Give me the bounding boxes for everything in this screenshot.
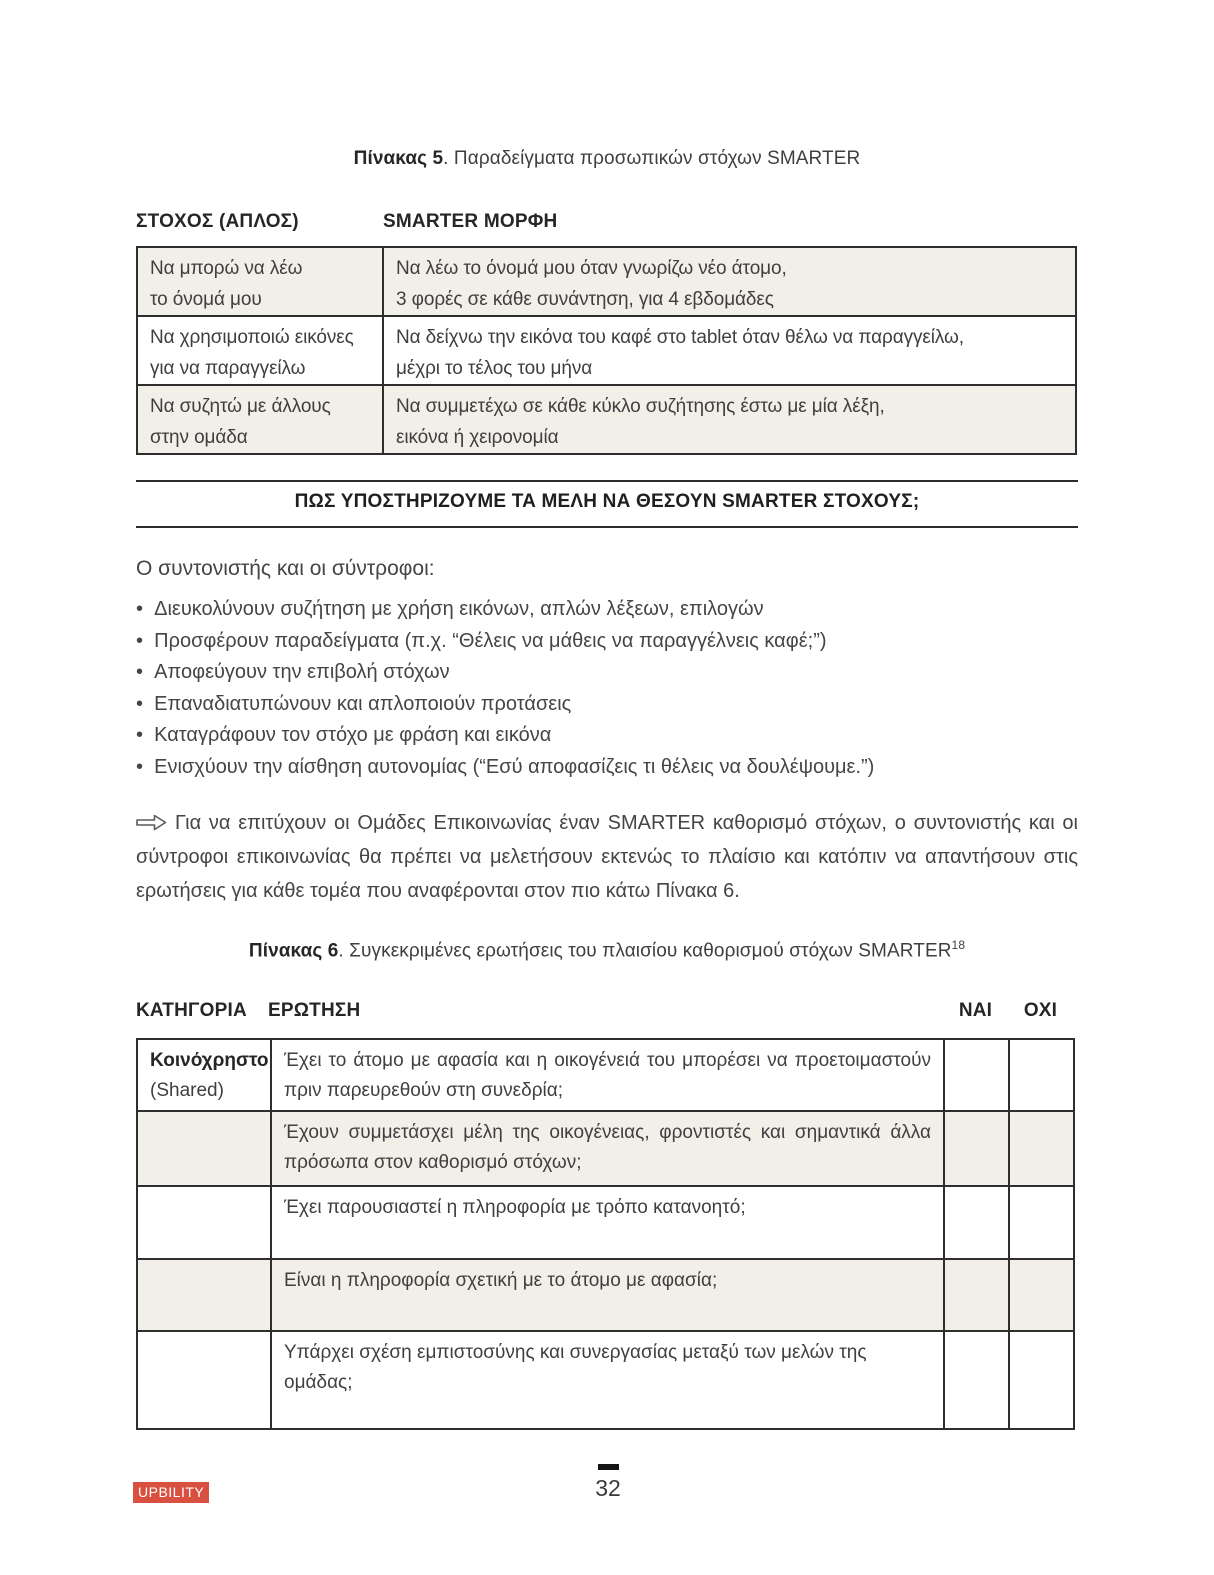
goal-column-header: ΣΤΟΧΟΣ (ΑΠΛΟΣ) — [136, 211, 299, 232]
question-cell: Έχουν συμμετάσχει μέλη της οικογένειας, φροντιστές και σημαντικά άλλα πρόσωπα στον καθορισμό στόχων; — [271, 1111, 944, 1186]
table5-caption — [0, 148, 1214, 170]
right-arrow-icon — [136, 814, 167, 831]
table-row — [137, 1111, 1074, 1186]
question-cell: Υπάρχει σχέση εμπιστοσύνης και συνεργασίας μεταξύ των μελών της ομάδας; — [271, 1331, 944, 1429]
smarter-cell — [383, 316, 1076, 385]
yes-cell — [944, 1111, 1009, 1186]
no-cell — [1009, 1039, 1074, 1111]
question-cell: Έχει το άτομο με αφασία και η οικογένειά του μπορέσει να προετοιμαστούν πριν παρευρεθούν στη συνεδρία; — [271, 1039, 944, 1111]
category-cell — [137, 1039, 271, 1111]
question-cell: Είναι η πληροφορία σχετική με το άτομο με αφασία; — [271, 1259, 944, 1331]
no-cell — [1009, 1111, 1074, 1186]
table-row — [137, 316, 1076, 385]
footnote-ref: 18 — [951, 938, 966, 952]
smarter-column-header: SMARTER ΜΟΡΦΗ — [383, 211, 558, 232]
question-cell: Έχει παρουσιαστεί η πληροφορία με τρόπο κατανοητό; — [271, 1186, 944, 1259]
bullet-item: • Προσφέρουν παραδείγματα (π.χ. “Θέλεις να μάθεις να παραγγέλνεις καφέ;”) — [136, 626, 1078, 658]
bullet-item: • Διευκολύνουν συζήτηση με χρήση εικόνων, απλών λέξεων, επιλογών — [136, 594, 1078, 626]
goal-line: το όνομά μου — [150, 289, 262, 310]
bullet-item: • Καταγράφουν τον στόχο με φράση και εικόνα — [136, 720, 1078, 752]
bullet-item: • Επαναδιατυπώνουν και απλοποιούν προτάσεις — [136, 689, 1078, 721]
note-paragraph — [136, 806, 1078, 908]
bullet-item: • Ενισχύουν την αίσθηση αυτονομίας (“Εσύ αποφασίζεις τι θέλεις να δουλέψουμε.”) — [136, 752, 1078, 784]
page-marker — [578, 1464, 638, 1502]
brand-logo: UPBILITY — [133, 1482, 209, 1503]
no-cell — [1009, 1259, 1074, 1331]
category-cell — [137, 1111, 271, 1186]
smarter-line: εικόνα ή χειρονομία — [396, 427, 559, 448]
smarter-line: Να δείχνω την εικόνα του καφέ στο tablet όταν θέλω να παραγγείλω, — [396, 327, 964, 348]
category-name: Κοινόχρηστο — [150, 1050, 269, 1071]
table5-caption-text: . Παραδείγματα προσωπικών στόχων SMARTER — [443, 148, 861, 169]
category-column-header: ΚΑΤΗΓΟΡΙΑ — [136, 1000, 247, 1021]
table-row — [137, 1039, 1074, 1111]
section-divider-bottom — [136, 526, 1078, 528]
no-cell — [1009, 1331, 1074, 1429]
smarter-line: 3 φορές σε κάθε συνάντηση, για 4 εβδομάδες — [396, 289, 774, 310]
table-row — [137, 1259, 1074, 1331]
goal-line: Να συζητώ με άλλους — [150, 396, 331, 417]
yes-column-header: ΝΑΙ — [958, 1000, 993, 1021]
category-sub: (Shared) — [150, 1080, 224, 1101]
smarter-cell — [383, 385, 1076, 454]
smarter-line: Να συμμετέχω σε κάθε κύκλο συζήτησης έστω με μία λέξη, — [396, 396, 885, 417]
question-column-header: ΕΡΩΤΗΣΗ — [268, 1000, 361, 1021]
category-cell — [137, 1331, 271, 1429]
smarter-line: Να λέω το όνομά μου όταν γνωρίζω νέο άτομο, — [396, 258, 787, 279]
section-heading: ΠΩΣ ΥΠΟΣΤΗΡΙΖΟΥΜΕ ΤΑ ΜΕΛΗ ΝΑ ΘΕΣΟΥΝ SMARTER ΣΤΟΧΟΥΣ; — [294, 491, 920, 512]
table-row — [137, 385, 1076, 454]
yes-cell — [944, 1331, 1009, 1429]
page-number-bar — [598, 1464, 619, 1470]
table6-caption — [0, 938, 1214, 962]
category-cell — [137, 1259, 271, 1331]
goal-line: Να μπορώ να λέω — [150, 258, 303, 279]
no-cell — [1009, 1186, 1074, 1259]
table5-caption-label: Πίνακας 5 — [353, 148, 444, 169]
goal-cell — [137, 247, 383, 316]
table-row — [137, 247, 1076, 316]
goal-cell — [137, 316, 383, 385]
category-cell — [137, 1186, 271, 1259]
goal-line: στην ομάδα — [150, 427, 248, 448]
goal-line: Να χρησιμοποιώ εικόνες — [150, 327, 354, 348]
page-number: 32 — [595, 1475, 621, 1501]
bullet-list — [136, 594, 1078, 783]
smarter-line: μέχρι το τέλος του μήνα — [396, 358, 593, 379]
no-column-header: ΟΧΙ — [1023, 1000, 1058, 1021]
table-row — [137, 1331, 1074, 1429]
smarter-cell — [383, 247, 1076, 316]
table6-caption-label: Πίνακας 6 — [248, 940, 339, 962]
bullet-item: • Αποφεύγουν την επιβολή στόχων — [136, 657, 1078, 689]
yes-cell — [944, 1259, 1009, 1331]
goal-cell — [137, 385, 383, 454]
yes-cell — [944, 1186, 1009, 1259]
goals-table — [136, 246, 1077, 455]
yes-cell — [944, 1039, 1009, 1111]
support-intro: Ο συντονιστής και οι σύντροφοι: — [136, 557, 435, 580]
note-text: Για να επιτύχουν οι Ομάδες Επικοινωνίας έναν SMARTER καθορισμό στόχων, ο συντονιστής και οι σύντροφοι επικοινωνίας θα πρέπει να μελετήσουν εκτενώς το πλαίσιο και κατόπιν να απαντήσουν στις ερωτήσεις για κάθε τομέα που αναφέρονται στον πιο κάτω Πίνακα 6. — [136, 812, 1078, 902]
table-row — [137, 1186, 1074, 1259]
section-divider-top — [136, 480, 1078, 482]
table6-caption-text: . Συγκεκριμένες ερωτήσεις του πλαισίου καθορισμού στόχων SMARTER — [338, 940, 952, 962]
goal-line: για να παραγγείλω — [150, 358, 306, 379]
questions-table — [136, 1038, 1075, 1430]
